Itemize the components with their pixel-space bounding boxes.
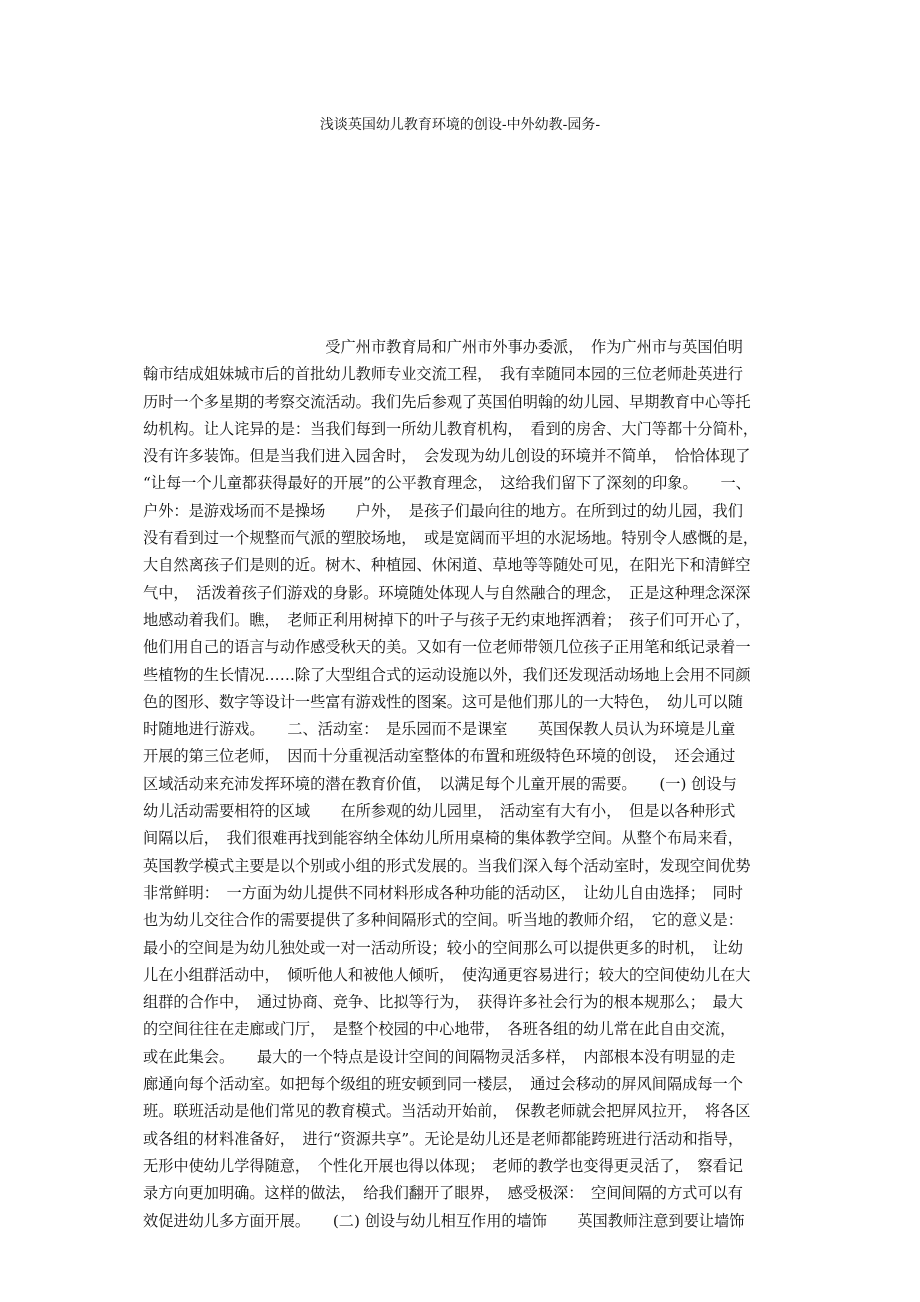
text-line: 间隔以后， 我们很难再找到能容纳全体幼儿所用桌椅的集体教学空间。从整个布局来看， (143, 829, 743, 848)
text-line: 廊通向每个活动室。如把每个级组的班安顿到同一楼层， 通过会移动的屏风间隔成每一个 (143, 1075, 743, 1094)
text-line: 班。联班活动是他们常见的教育模式。当活动开始前， 保教老师就会把屏风拉开， 将各区 (143, 1102, 751, 1121)
text-line: 户外：是游戏场而不是操场 户外， 是孩子们最向往的地方。在所到过的幼儿园，我们 (143, 501, 743, 520)
text-line: 受广州市教育局和广州市外事办委派， 作为广州市与英国伯明 (143, 338, 743, 356)
text-line: “让每一个儿童都获得最好的开展”的公平教育理念， 这给我们留下了深刻的印象。 一、 (143, 474, 751, 493)
text-line: 大自然离孩子们是则的近。树木、种植园、休闲道、草地等等随处可见，在阳光下和清鲜空 (143, 556, 751, 575)
text-line: 效促进幼儿多方面开展。 (二) 创设与幼儿相互作用的墙饰 英国教师注意到要让墙饰 (143, 1211, 745, 1230)
text-line: 没有许多装饰。但是当我们进入园舍时， 会发现为幼儿创设的环境并不简单， 恰恰体现了 (143, 447, 751, 466)
text-line: 没有看到过一个规整而气派的塑胶场地， 或是宽阔而平坦的水泥场地。特别令人感慨的是， (143, 529, 759, 548)
text-line: 幼儿活动需要相符的区域 在所参观的幼儿园里， 活动室有大有小， 但是以各种形式 (143, 802, 736, 821)
text-line: 色的图形、数字等设计一些富有游戏性的图案。这可是他们那儿的一大特色， 幼儿可以随 (143, 692, 743, 711)
text-line: 也为幼儿交往合作的需要提供了多种间隔形式的空间。听当地的教师介绍， 它的意义是： (143, 911, 743, 930)
text-line: 组群的合作中， 通过协商、竞争、比拟等行为， 获得许多社会行为的根本规那么； 最大 (143, 993, 743, 1012)
text-line: 或在此集会。 最大的一个特点是设计空间的间隔物灵活多样， 内部根本没有明显的走 (143, 1047, 736, 1066)
text-line: 些植物的生长情况……除了大型组合式的运动设施以外，我们还发现活动场地上会用不同颜 (143, 665, 751, 684)
text-line: 开展的第三位老师， 因而十分重视活动室整体的布置和班级特色环境的创设， 还会通过 (143, 747, 736, 766)
article-body (143, 334, 803, 1235)
text-line: 时随地进行游戏。 二、活动室： 是乐园而不是课室 英国保教人员认为环境是儿童 (143, 720, 736, 739)
text-line: 录方向更加明确。这样的做法， 给我们翻开了眼界， 感受极深： 空间间隔的方式可以有 (143, 1184, 743, 1203)
document-title: 浅谈英国幼儿教育环境的创设-中外幼教-园务- (319, 117, 601, 133)
text-line: 儿在小组群活动中， 倾听他人和被他人倾听， 使沟通更容易进行；较大的空间使幼儿在大 (143, 965, 751, 984)
text-line: 历时一个多星期的考察交流活动。我们先后参观了英国伯明翰的幼儿园、早期教育中心等托 (143, 392, 751, 411)
text-line: 非常鲜明： 一方面为幼儿提供不同材料形成各种功能的活动区， 让幼儿自由选择； 同时 (143, 883, 743, 902)
text-line: 最小的空间是为幼儿独处或一对一活动所设；较小的空间那么可以提供更多的时机， 让幼 (143, 938, 743, 957)
text-line: 的空间往往在走廊或门厅， 是整个校园的中心地带， 各班各组的幼儿常在此自由交流， (143, 1020, 736, 1039)
text-line: 翰市结成姐妹城市后的首批幼儿教师专业交流工程， 我有幸随同本园的三位老师赴英进行 (143, 365, 743, 384)
text-line: 无形中使幼儿学得随意， 个性化开展也得以体现； 老师的教学也变得更灵活了， 察看记 (143, 1156, 743, 1175)
text-line: 他们用自己的语言与动作感受秋天的美。又如有一位老师带领几位孩子正用笔和纸记录着一 (143, 638, 751, 657)
text-line: 气中， 活泼着孩子们游戏的身影。环境随处体现人与自然融合的理念， 正是这种理念深深 (143, 583, 751, 602)
text-line: 区域活动来充沛发挥环境的潜在教育价值， 以满足每个儿童开展的需要。 (一) 创设与 (143, 774, 737, 793)
text-line: 幼机构。让人诧异的是：当我们每到一所幼儿教育机构， 看到的房舍、大门等都十分简朴， (143, 419, 759, 438)
text-line: 英国教学模式主要是以个别或小组的形式发展的。当我们深入每个活动室时，发现空间优势 (143, 856, 751, 875)
text-line: 或各组的材料准备好， 进行“资源共享”。无论是幼儿还是老师都能跨班进行活动和指导， (143, 1129, 744, 1148)
text-line: 地感动着我们。瞧， 老师正利用树掉下的叶子与孩子无约束地挥洒着； 孩子们可开心了， (143, 610, 751, 629)
